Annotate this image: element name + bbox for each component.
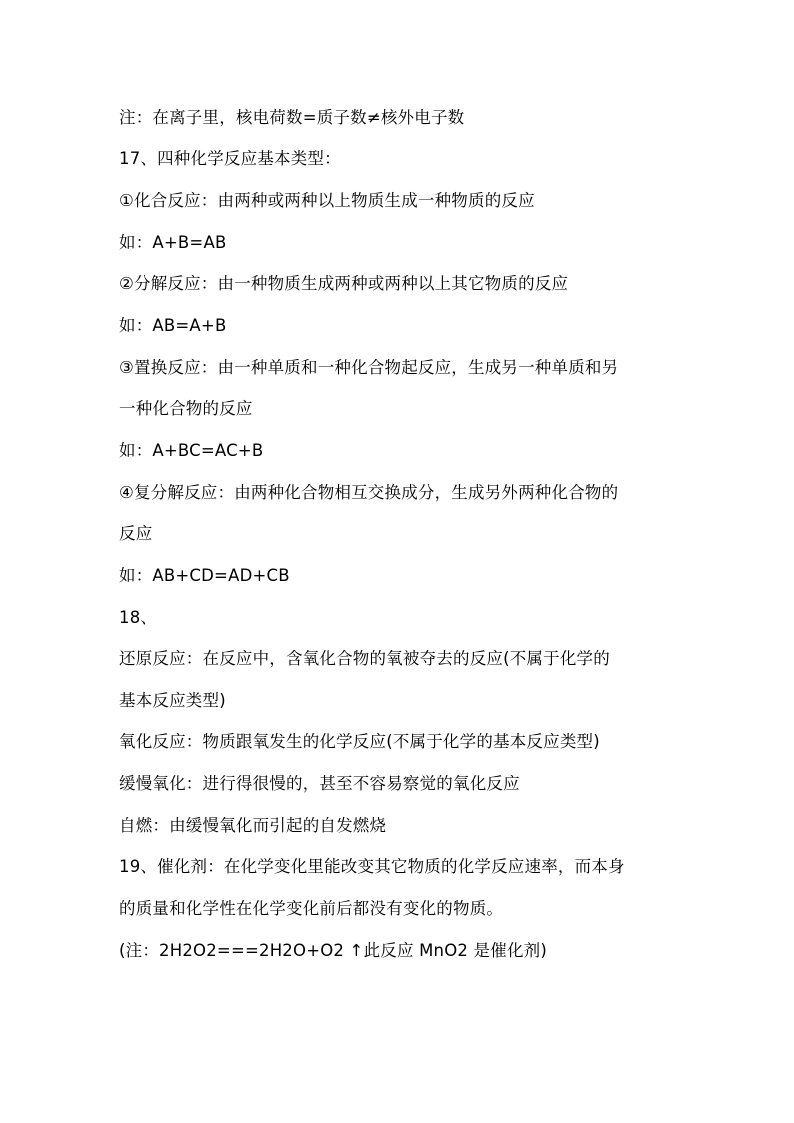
- text-line-reduction-reaction: 还原反应：在反应中，含氧化合物的氧被夺去的反应(不属于化学的: [119, 649, 610, 668]
- text-line-double-displacement-reaction: ④复分解反应：由两种化合物相互交换成分，生成另外两种化合物的: [119, 483, 619, 502]
- text-line-displacement-example: 如：A+BC=AC+B: [119, 441, 264, 460]
- text-line-section-18-heading: 18、: [119, 608, 158, 627]
- text-line-spontaneous-combustion: 自燃：由缓慢氧化而引起的自发燃烧: [119, 816, 387, 835]
- text-line-combination-reaction: ①化合反应：由两种或两种以上物质生成一种物质的反应: [119, 191, 535, 210]
- text-line-oxidation-reaction: 氧化反应：物质跟氧发生的化学反应(不属于化学的基本反应类型): [119, 732, 600, 751]
- text-line-decomposition-reaction: ②分解反应：由一种物质生成两种或两种以上其它物质的反应: [119, 274, 569, 293]
- text-line-catalyst-continued: 的质量和化学性在化学变化前后都没有变化的物质。: [119, 899, 504, 918]
- text-line-displacement-reaction: ③置换反应：由一种单质和一种化合物起反应，生成另一种单质和另: [119, 358, 619, 377]
- text-line-double-displacement-continued: 反应: [119, 524, 153, 543]
- text-line-ion-note: 注：在离子里，核电荷数=质子数≠核外电子数: [119, 108, 465, 127]
- text-line-reduction-continued: 基本反应类型): [119, 691, 226, 710]
- text-line-catalyst-definition: 19、催化剂：在化学变化里能改变其它物质的化学反应速率，而本身: [119, 857, 625, 876]
- text-line-double-displacement-example: 如：AB+CD=AD+CB: [119, 566, 290, 585]
- text-line-slow-oxidation: 缓慢氧化：进行得很慢的，甚至不容易察觉的氧化反应: [119, 774, 520, 793]
- text-line-displacement-continued: 一种化合物的反应: [119, 399, 253, 418]
- text-line-catalyst-note: (注：2H2O2===2H2O+O2 ↑此反应 MnO2 是催化剂): [119, 941, 547, 960]
- text-line-combination-example: 如：A+B=AB: [119, 233, 227, 252]
- text-line-section-17-heading: 17、四种化学反应基本类型：: [119, 149, 341, 168]
- text-line-decomposition-example: 如：AB=A+B: [119, 316, 227, 335]
